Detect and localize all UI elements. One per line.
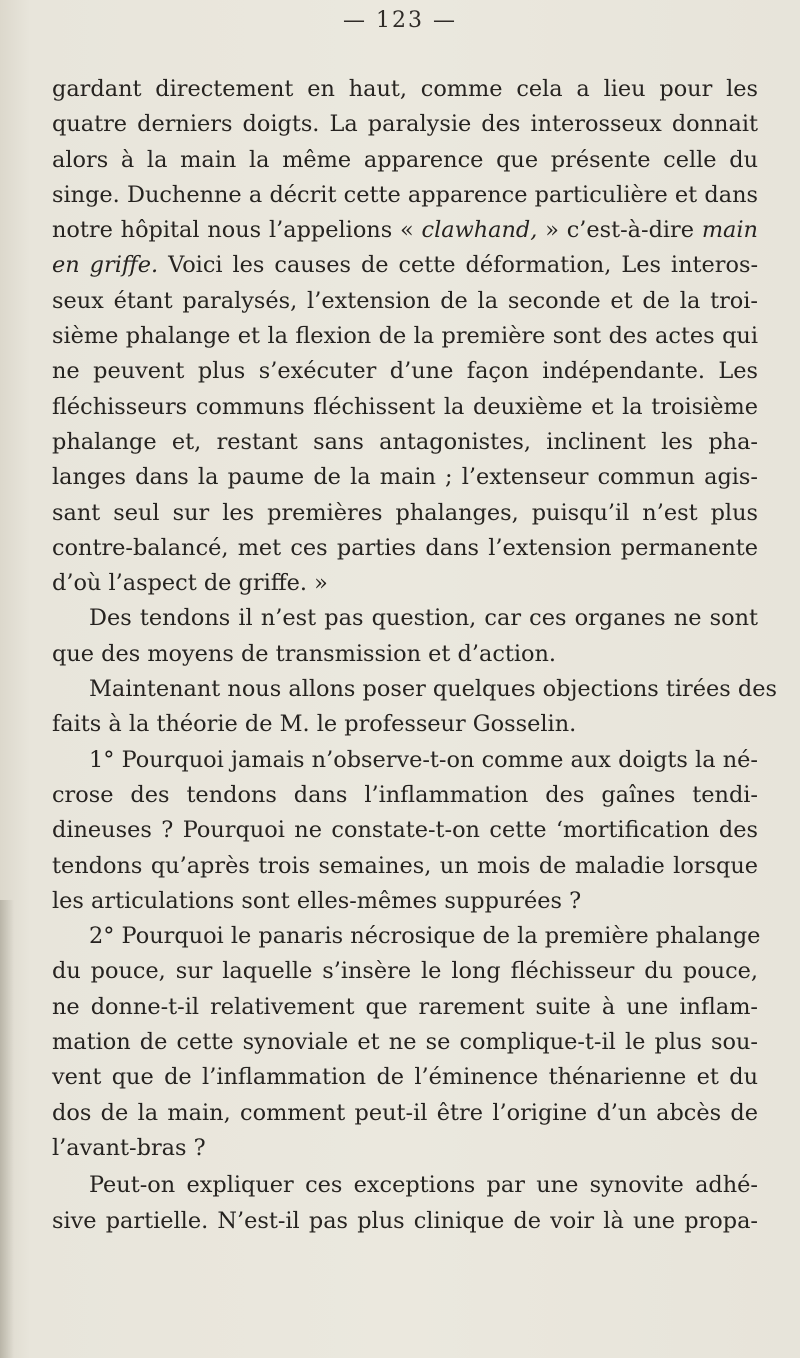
text-line: ne donne-t-il relativement que rarement suite à une inflam- bbox=[52, 993, 758, 1020]
italic-term: main bbox=[701, 217, 758, 244]
text-line: seux étant paralysés, l’extension de la seconde et de la troi- bbox=[52, 287, 758, 314]
text-line: Peut-on expliquer ces exceptions par une synovite adhé- bbox=[89, 1172, 758, 1199]
text-line: singe. Duchenne a décrit cette apparence particulière et dans bbox=[52, 181, 758, 208]
text-line: quatre derniers doigts. La paralysie des interosseux donnait bbox=[52, 111, 758, 138]
text-line: Maintenant nous allons poser quelques objections tirées des bbox=[89, 676, 777, 703]
text-fragment: » c’est-à-dire bbox=[537, 217, 702, 244]
text-line: 1° Pourquoi jamais n’observe-t-on comme aux doigts la né- bbox=[89, 746, 758, 773]
text-line: phalange et, restant sans antagonistes, inclinent les pha- bbox=[52, 428, 758, 455]
text-line bbox=[52, 213, 758, 248]
body-text bbox=[52, 72, 777, 1239]
text-line: d’où l’aspect de griffe. » bbox=[52, 570, 328, 597]
text-line: que des moyens de transmission et d’action. bbox=[52, 640, 557, 667]
page-edge-shadow bbox=[0, 900, 14, 1358]
text-line: Des tendons il n’est pas question, car ces organes ne sont bbox=[89, 605, 758, 632]
text-line: sant seul sur les premières phalanges, puisqu’il n’est plus bbox=[52, 499, 758, 526]
text-line: crose des tendons dans l’inflammation des gaînes tendi- bbox=[52, 781, 758, 808]
text-line: faits à la théorie de M. le professeur Gosselin. bbox=[52, 711, 577, 738]
text-line: contre-balancé, met ces parties dans l’extension permanente bbox=[52, 534, 758, 561]
text-line: fléchisseurs communs fléchissent la deuxième et la troisième bbox=[52, 393, 758, 420]
text-line: vent que de l’inflammation de l’éminence thénarienne et du bbox=[52, 1064, 758, 1091]
italic-term: en griffe. bbox=[52, 252, 159, 279]
text-fragment: Voici les causes de cette déformation, Les interos- bbox=[158, 252, 759, 279]
text-line: alors à la main la même apparence que présente celle du bbox=[52, 146, 758, 173]
text-line: les articulations sont elles-mêmes suppurées ? bbox=[52, 887, 582, 914]
text-line: 2° Pourquoi le panaris nécrosique de la première phalange bbox=[89, 923, 761, 950]
text-line: sive partielle. N’est-il pas plus clinique de voir là une propa- bbox=[52, 1207, 758, 1234]
text-line: sième phalange et la flexion de la première sont des actes qui bbox=[52, 323, 758, 350]
text-line: du pouce, sur laquelle s’insère le long fléchisseur du pouce, bbox=[52, 958, 758, 985]
text-line: tendons qu’après trois semaines, un mois de maladie lorsque bbox=[52, 852, 758, 879]
text-line: dos de la main, comment peut-il être l’origine d’un abcès de bbox=[52, 1099, 758, 1126]
text-line: gardant directement en haut, comme cela a lieu pour les bbox=[52, 76, 758, 102]
text-line: langes dans la paume de la main ; l’extenseur commun agis- bbox=[52, 464, 758, 491]
page-number: — 123 — bbox=[343, 8, 457, 33]
text-line: dineuses ? Pourquoi ne constate-t-on cette ‘mortification des bbox=[52, 817, 758, 844]
text-line bbox=[52, 248, 758, 283]
text-fragment: notre hôpital nous l’appelions « bbox=[52, 217, 422, 244]
italic-term: clawhand, bbox=[421, 217, 538, 244]
text-line: l’avant-bras ? bbox=[52, 1134, 206, 1161]
text-line: mation de cette synoviale et ne se complique-t-il le plus sou- bbox=[52, 1029, 758, 1056]
text-line: ne peuvent plus s’exécuter d’une façon indépendante. Les bbox=[52, 358, 758, 385]
